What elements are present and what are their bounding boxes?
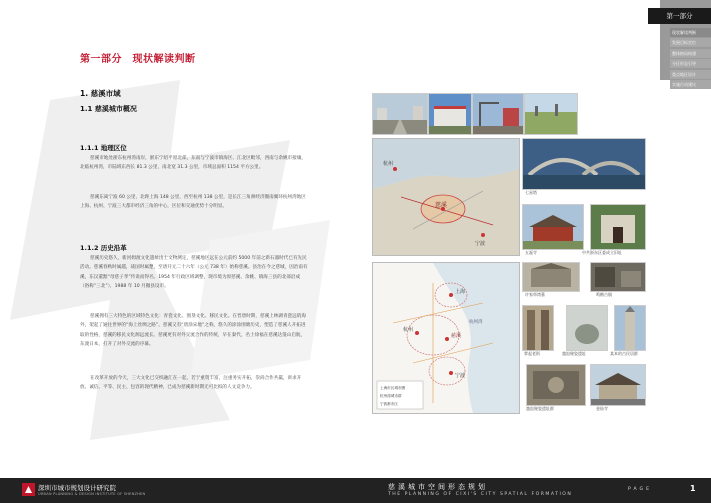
city-cluster-map — [372, 262, 520, 414]
caption-zhangqi-street: 掌起老街 — [524, 351, 540, 356]
history-paragraph-2: 慈溪拥有三大特色的区域特色文化：青瓷文化、围垦文化、移民文化。在晋唐时期，慈溪上林湖青瓷远销海外，架起了通往世界的“海上丝绸之路”。慈溪又有“唐涂宋地”之称，悠久的涂涂围塘历史，塑造了慈溪人开拓进取的性格，慈溪的移民文化源远流长。慈溪更有对外交流合作的传统，早在秦代，名士徐福在慈溪达蓬山启航，东渡日本，打开了对外交流的序幕。 — [80, 314, 306, 348]
caption-zhedong-committee: 中共浙东区委成立旧址 — [582, 250, 622, 255]
caption-qixing-pagoda: 七星塔 — [525, 190, 537, 195]
caption-jinxian-temple: 金仙寺 — [596, 406, 608, 411]
map-label-cixi: 慈溪 — [435, 202, 448, 209]
caption-yue-kiln-group: 越窑秘瓷遗址群 — [526, 406, 554, 411]
caption-wulei-temple: 五磊寺 — [525, 250, 537, 255]
photo-seven-star-pagoda — [522, 138, 646, 190]
institute-logo-icon — [22, 483, 35, 496]
section-heading: 1. 慈溪市域 — [80, 89, 121, 98]
photo-xu-family-tomb — [522, 262, 580, 292]
photo-industrial-cranes — [472, 93, 524, 135]
project-title-en: THE PLANNING OF CIXI'S CITY SPATIAL FORMATION — [388, 492, 573, 497]
photo-minghe-town — [590, 262, 646, 292]
geo-paragraph-1: 慈溪市地处浙东杭州湾南岸，浙东宁绍平原北部，东南与宁波市镇海区、江北区毗邻，西南与余姚市接壤，北临杭州湾，市陆域东西长 81.3 公里，南北宽 31.3 公里，市域总面积 1154 平方公里。 — [80, 156, 306, 171]
page-footer — [0, 478, 711, 503]
caption-xu-tomb: 许家草湾墓 — [525, 292, 545, 297]
page-number: 1 — [690, 484, 696, 493]
institute-name: 深圳市城市规划设计研究院 — [38, 484, 116, 492]
photo-zhangqi-street — [522, 305, 554, 351]
caption-ancient-residences: 某本的古民居群 — [610, 351, 638, 356]
photo-yue-kiln-site — [566, 305, 608, 351]
photo-wulei-temple — [522, 204, 584, 250]
photo-jinxian-temple — [590, 364, 646, 406]
map2-label-bay: 杭州湾 — [469, 320, 483, 325]
side-nav-item-structure[interactable]: 整体格局构建 — [670, 49, 711, 58]
side-nav-item-goal[interactable]: 发展目标定位 — [670, 38, 711, 47]
caption-minghe-town: 鸣鹤古镇 — [596, 292, 612, 297]
side-nav-item-actions[interactable]: 实施行动建议 — [670, 80, 711, 89]
photo-farmland — [524, 93, 578, 135]
photo-ancient-residences — [614, 305, 646, 351]
photo-zhedong-committee — [590, 204, 646, 250]
subsection-heading: 1.1 慈溪城市概况 — [80, 105, 137, 113]
map2-label-ningbo: 宁波 — [455, 373, 466, 379]
photo-modern-building — [428, 93, 472, 135]
map-label-ningbo: 宁波 — [475, 241, 486, 247]
side-nav-item-zones[interactable]: 分区形态引导 — [670, 59, 711, 68]
geo-location-heading: 1.1.1 地理区位 — [80, 144, 127, 152]
map-label-hangzhou: 杭州 — [383, 161, 394, 167]
background-watermark-icon — [0, 40, 390, 460]
history-paragraph-1: 慈溪历史悠久，新河姆渡文化遗址出土文物测定，慈溪地区远在公元前约 5000 年前之新石器时代已有先民活动。慈溪春秋时属越，战国时属楚，至唐开元二十六年（公元 738 年）始称慈溪。县治在今之慈城，因治南有溪，东汉董黯“母慈子孝”传说而得名。1954 年行政区域调整，现市境为原慈溪、余姚、镇海三县的北部沿成（俗称“三北”），1988 年 10 月撤县设市。 — [80, 256, 308, 290]
regional-location-map — [372, 138, 520, 256]
page-title: 第一部分 现状解读判断 — [80, 54, 196, 65]
side-nav-item-current[interactable]: 现状解读判断 — [670, 28, 711, 37]
page-label: PAGE — [628, 487, 652, 492]
map2-label-shanghai: 上海 — [455, 289, 466, 295]
photo-road-buildings — [372, 93, 428, 135]
side-nav — [670, 28, 711, 90]
geo-paragraph-2: 慈溪东离宁波 60 公里，北距上海 148 公里，西至杭州 138 公里，是长江三角洲经济圈南翼环杭州湾地区上海、杭州、宁波三大都市经济三角的中心，区位和交通优势十分明显。 — [80, 195, 306, 210]
map2-legend-1: 上海市区城市圈 — [380, 386, 406, 390]
map2-legend-2: 杭州湾城市群 — [380, 394, 402, 398]
history-heading: 1.1.2 历史沿革 — [80, 244, 127, 252]
chapter-tab[interactable]: 第一部分 — [648, 8, 711, 24]
caption-yue-kiln: 越窑秘瓷遗址 — [562, 351, 586, 356]
history-paragraph-3: 在改革开放的今天，三大文化已交织融汇在一起，若于重资丰富，注重务实开拓，崇尚合作共赢，讲求开放、诚信、平等、民主、包容的现代精神，已成为慈溪新时期无可比拟的人文竞争力。 — [80, 376, 302, 391]
map2-legend-3: 宁波都市区 — [380, 402, 398, 406]
side-nav-item-key-areas[interactable]: 重点地区设计 — [670, 70, 711, 79]
institute-name-en: URBAN PLANNING & DESIGN INSTITUTE OF SHENZHEN — [38, 492, 146, 496]
map2-label-cixi: 慈溪 — [451, 333, 462, 339]
project-title: 慈溪城市空间形态规划 — [388, 483, 488, 491]
map2-label-hangzhou: 杭州 — [403, 327, 414, 333]
photo-carved-relief — [526, 364, 586, 406]
